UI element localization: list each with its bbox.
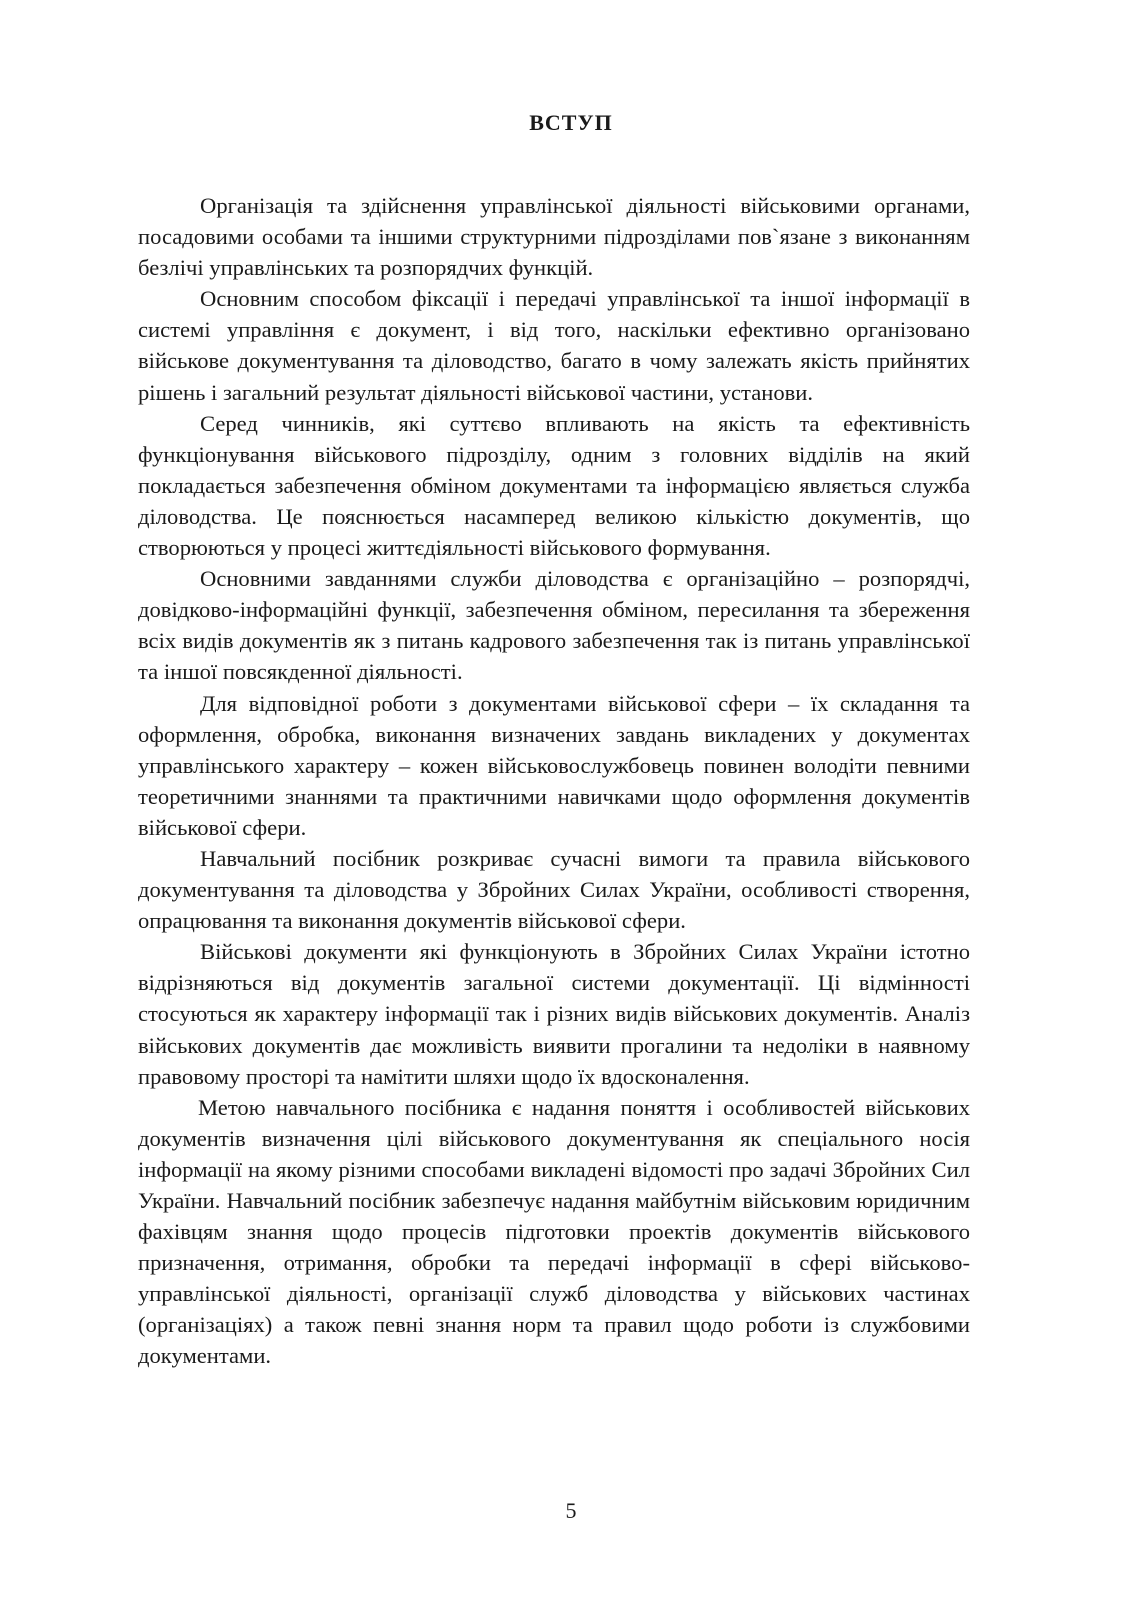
paragraph-3: Серед чинників, які суттєво впливають на якість та ефективність функціонування військового підрозділу, одним з головних відділів на який покладається забезпечення обміном документами та інформацією являється служба діловодства. Це пояснюється насамперед великою кількістю документів, що створюються у процесі життєдіяльності військового формування. [138, 410, 970, 561]
page-title: ВСТУП [529, 110, 613, 135]
paragraph-1: Організація та здійснення управлінської діяльності військовими органами, посадовими особами та іншими структурними підрозділами пов`язане з виконанням безлічі управлінських та розпорядчих функцій. [138, 193, 970, 281]
page-number: 5 [565, 1498, 577, 1523]
body-text [138, 190, 970, 1372]
paragraph-6: Навчальний посібник розкриває сучасні вимоги та правила військового документування та діловодства у Збройних Силах України, особливості створення, опрацювання та виконання документів військової сфери. [138, 845, 970, 934]
paragraph-5: Для відповідної роботи з документами військової сфери – їх складання та оформлення, обробка, виконання визначених завдань викладених у документах управлінського характеру – кожен військовослужбовець повинен володіти певними теоретичними знаннями та практичними навичками щодо оформлення документів військової сфери. [138, 690, 970, 840]
paragraph-8: Метою навчального посібника є надання поняття і особливостей військових документів визначення цілі військового документування як спеціального носія інформації на якому різними способами викладені відомості про задачі Збройних Сил України. Навчальний посібник забезпечує надання майбутнім військовим юридичним фахівцям знання щодо процесів підготовки проектів документів військового призначення, отримання, обробки та передачі інформації в сфері військово-управлінської діяльності, організації служб діловодства у військових частинах (організаціях) а також певні знання норм та правил щодо роботи із службовими документами. [138, 1094, 970, 1369]
paragraph-4: Основними завданнями служби діловодства є організаційно – розпорядчі, довідково-інформаційні функції, забезпечення обміном, пересилання та збереження всіх видів документів як з питань кадрового забезпечення так із питань управлінської та іншої повсякденної діяльності. [138, 566, 970, 685]
paragraph-7: Військові документи які функціонують в Збройних Силах України істотно відрізняються від документів загальної системи документації. Ці відмінності стосуються як характеру інформації так і різних видів військових документів. Аналіз військових документів дає можливість виявити прогалини та недоліки в наявному правовому просторі та намітити шляхи щодо їх вдосконалення. [138, 939, 970, 1089]
paragraph-2: Основним способом фіксації і передачі управлінської та іншої інформації в системі управління є документ, і від того, наскільки ефективно організовано військове документування та діловодство, багато в чому залежать якість прийнятих рішень і загальний результат діяльності військової частини, установи. [138, 286, 970, 405]
